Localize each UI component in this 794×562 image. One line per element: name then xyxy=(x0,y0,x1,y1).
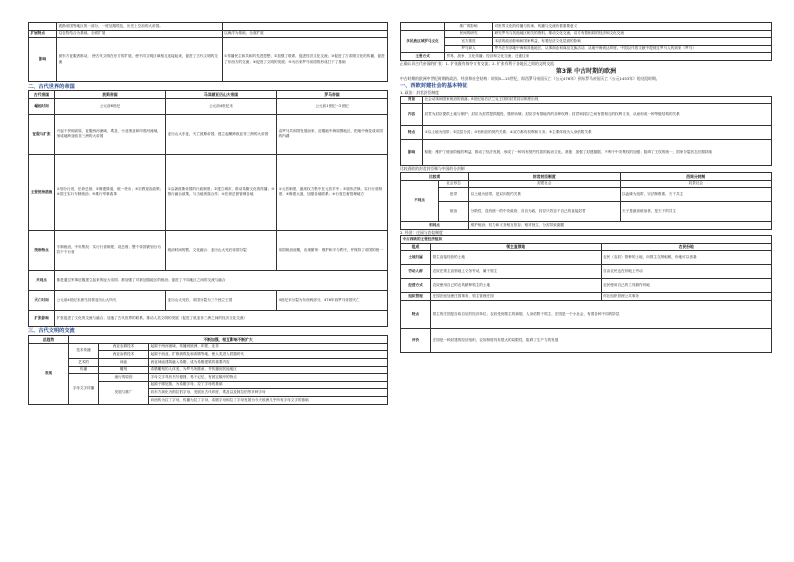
table-cell: 农奴在领主直领地上义务劳动，属于领主 xyxy=(431,265,602,279)
column-header: 古代帝国 xyxy=(29,91,55,99)
table-cell: 贸易、战争、文化传播；经济和文化交流；迁徙往来 xyxy=(445,53,772,61)
table-row xyxy=(401,104,772,126)
section-title: 二、古代世界的帝国 xyxy=(28,83,75,90)
table-cell: ①沿袭波斯帝国的行政制度；②建立城市，推动希腊文化的传播；③推行融合政策，与当地贵族合作；④任命总督管理各地 xyxy=(166,154,277,230)
right-column xyxy=(400,0,772,353)
row-label: 共同点 xyxy=(29,270,55,290)
table-row xyxy=(29,290,388,310)
table-cell: 公元前1世纪～2世纪 xyxy=(277,98,388,114)
table-row xyxy=(29,230,388,270)
table-cell: 起源于腓尼基，为希腊字母、拉丁字母的基础 xyxy=(149,381,388,389)
table-cell: 扩张促进了文化的交流与融合；加速了古代世界的联系，推动人类文明的发展（促进了欧亚非三洲之间的经济文化交流） xyxy=(55,310,388,326)
table-header-row xyxy=(29,336,388,344)
table-row xyxy=(29,98,388,114)
table-cell: 罗马商人 xyxy=(445,45,493,53)
exchange-cont-table xyxy=(400,22,772,61)
table-cell: 向东方演化为阿拉伯字母，发展出古代印度、埃及以及阿拉伯等多种字母 xyxy=(149,389,388,397)
table-cell: 以血缘为纽带，宗法制维系，天下共主 xyxy=(620,188,772,202)
table-cell: 对世界文化的传播与传承，传播与交流有着重要意义 xyxy=(493,23,772,31)
table-cell: 西亚冶铁技术 xyxy=(99,351,149,359)
row-label: 劳动人群 xyxy=(401,265,431,279)
table-cell: 农奴使用自己的农具耕种领主的土地 xyxy=(431,279,602,293)
table-cell: 罗马在东部地中海和其他地区，从事商业和商品交换活动，从地中海到达印度。中国汉代的文献中提到过罗马人的到来（罗马） xyxy=(493,45,772,53)
table-cell: ①元首制度，最高权力集中在元首手中；②颁布法律，实行行省制度；③修建大道，加强各地联系；④行省总督管理地方 xyxy=(277,154,388,230)
table-cell: 起源于西亚，扩散到埃及和希腊等地，使人类进入铁器时代 xyxy=(149,351,388,359)
table-row xyxy=(401,38,772,46)
table-cell: 波斯帝国等地区的一部分，一度征服埃及，历史上空前的大帝国。 xyxy=(57,23,223,31)
empire-table xyxy=(28,90,388,327)
expansion-table xyxy=(28,22,388,82)
table-cell: 字母文字传播 xyxy=(69,374,99,404)
row-label: 组织管理 xyxy=(401,293,431,301)
row-label: 主要统治措施 xyxy=(29,154,55,230)
table-cell: 奴隶社会 xyxy=(620,180,772,188)
table-cell: 以土地为纽带，是双向契约关系 xyxy=(469,188,620,202)
table-row xyxy=(401,329,772,353)
table-cell: 农民使用自己的工具耕作份地 xyxy=(601,279,772,293)
table-cell: 向西传为拉丁字母，传播为拉丁字母，希腊字母和拉丁字母发展为今天欧洲几乎所有字母文字的基础 xyxy=(149,396,388,404)
table-cell: 社会形态 xyxy=(439,180,469,188)
table-row xyxy=(401,53,772,61)
row-label: 主要方式 xyxy=(401,53,445,61)
table-cell: 艺术的 xyxy=(69,358,99,366)
row-label: 扩张影响 xyxy=(29,310,55,326)
table-cell: 被东方征服者推动， 使古代文明在东方的扩展，使不同文明区域相互连接起来，促进了古代文明的交流 xyxy=(57,38,223,82)
table-cell: 庄园是一种封建的经济组织，农奴制度具有很大的局限性，阻碍了生产力的发展 xyxy=(431,329,772,353)
row-label: 征服与扩张 xyxy=(29,114,55,154)
table-header-row xyxy=(401,172,772,180)
table-cell: 字母文字具有书写便捷、易于记忆、有固定顺序的特点 xyxy=(149,374,388,382)
table-cell: 社会动荡和国家统治的衰落；8世纪前后法兰克王国的封君封臣制度出现 xyxy=(423,96,772,104)
table-cell: 研究罗马与其他地区相关的资料，推动文化交流，双方有着相同的经济和文化交流 xyxy=(493,30,772,38)
table-cell: 积极：维护了统治阶级的利益，推动了经济发展；形成了一种具有契约性质的政治文化。消极：加强了封建割据，不利于中央集权的加强；阻碍了王权的统一，国家分裂状态长期持续 xyxy=(423,140,772,166)
column-header: 农民份地 xyxy=(601,243,772,251)
table-cell: 西亚农耕技术 xyxy=(99,343,149,351)
column-header: 不断加强，相互影响不断扩大 xyxy=(69,336,388,344)
table-cell: 封君为封臣提供土地与保护；封臣为封君提供服役、缴纳贡赋；封臣享有领地内的各种权利；封君和封臣之间有着相互的权利义务，从而形成一种等级结构的关系 xyxy=(423,104,772,126)
table-row xyxy=(401,188,772,202)
table-row xyxy=(29,310,388,326)
table-cell: 统治时间短暂，文化融合：亚历山大死后帝国分裂 xyxy=(166,230,277,270)
table-cell: 兴起于伊朗高原，征服两河流域、埃及、小亚细亚和印度河流域，形成地跨亚欧非三洲的大帝国 xyxy=(55,114,166,154)
table-cell: 神庙 xyxy=(99,358,149,366)
column-header: 罗马帝国 xyxy=(277,91,388,99)
row-label: 影响 xyxy=(401,140,423,166)
subsection-title: 1. 政治：封君封臣制度 xyxy=(400,90,440,96)
row-label: 土地归属 xyxy=(401,251,431,265)
table-row xyxy=(401,222,772,230)
feudal-table xyxy=(400,96,772,167)
column-header: 波斯帝国 xyxy=(55,91,166,99)
table-cell: 流行的原因 xyxy=(99,374,149,382)
table-row xyxy=(401,23,772,31)
table-cell: 官方推进 xyxy=(445,38,493,46)
table-row xyxy=(401,140,772,166)
table-cell: 维护统治；权力和义务相互依存；相对独立，分封导致割据 xyxy=(469,222,772,230)
table-row xyxy=(401,265,772,279)
row-label: 背景 xyxy=(401,96,423,104)
table-cell: 村社组织管理公共事务 xyxy=(601,293,772,301)
table-row xyxy=(29,366,388,374)
table-cell: 西亚神庙建筑融入希腊，成为希腊建筑的重要内容 xyxy=(149,358,388,366)
table-row xyxy=(401,126,772,140)
table-row xyxy=(29,23,388,31)
table-row xyxy=(29,114,388,154)
column-header: 西周分封制 xyxy=(620,172,772,180)
row-label: 崛起时间 xyxy=(29,98,55,114)
row-label: 特点 xyxy=(401,126,423,140)
column-header: 总趋势 xyxy=(29,336,69,344)
column-header: 马其顿亚历山大帝国 xyxy=(166,91,277,99)
compare-title: 比较西欧的封君封臣制与中国的分封制 xyxy=(400,166,465,172)
table-cell: 由罗马共和国发展而来，征服地中海周围地区，把地中海变成帝国的内湖 xyxy=(277,114,388,154)
row-label: 相同点 xyxy=(401,222,469,230)
table-cell: 4世纪末分裂为东西两部分，476年西罗马帝国灭亡 xyxy=(277,290,388,310)
row-label: 经营方式 xyxy=(401,279,431,293)
table-cell: 雕刻 xyxy=(99,366,149,374)
table-row xyxy=(29,154,388,230)
table-cell: 封建社会 xyxy=(469,180,620,188)
lesson-intro: 中古时期的欧洲中世纪时期的政治、经济和社会结构：时间5—15世纪，即西罗马帝国灭亡（公元476年）到东罗马帝国灭亡（公元1453年）的这段时期。 xyxy=(400,76,660,82)
row-label: 表现 xyxy=(29,343,69,404)
table-row xyxy=(401,30,772,38)
table-cell: 庄园法庭处理庄园事务，领主管理庄园 xyxy=(431,293,602,301)
table-cell: 传播 xyxy=(69,366,99,374)
exchange-table xyxy=(28,335,388,404)
table-cell: ①传播民主和共和的先进思想；②加强了联系，促进经济文化交流；③促进了古希腊文化的传播，促进了东西方的交流；④促进了文明的发展；⑤为后来罗马帝国的形成打下了基础 xyxy=(222,38,388,82)
table-cell: 分散性，没有统一的中央政府，各自为政，封臣只效忠于自己的直接封君 xyxy=(469,202,620,222)
table-row xyxy=(401,236,772,244)
manor-table xyxy=(400,235,772,353)
table-cell: 希腊雕刻的人体美，为罗马所继承，并传播到其他地区 xyxy=(149,366,388,374)
table-cell: 以海洋为基础，全面扩展 xyxy=(222,30,388,38)
row-label: 特点 xyxy=(401,301,431,329)
table-cell: 民间的研究 xyxy=(445,30,493,38)
table-cell: 纽带 xyxy=(439,188,469,202)
section-title: 三、古代文明的交流 xyxy=(28,328,75,335)
table-row xyxy=(29,38,388,82)
table-row xyxy=(29,343,388,351)
table-row xyxy=(29,358,388,366)
table-row xyxy=(401,279,772,293)
table-row xyxy=(401,96,772,104)
table-caption: 中古西欧的主要经济组织 xyxy=(401,236,772,244)
table-header-row xyxy=(29,91,388,99)
table-row xyxy=(401,293,772,301)
table-cell: 公元前6世纪 xyxy=(55,98,166,114)
table-cell: 本质的政治影响和国家利益，有着经济文化层面的影响 xyxy=(493,38,772,46)
table-cell: 统治 xyxy=(439,202,469,222)
table-cell: 亚历山大死后，帝国分裂为三个独立王国 xyxy=(166,290,277,310)
table-cell: 天子是最高统治者，是天下的共主 xyxy=(620,202,772,222)
left-column xyxy=(28,0,388,405)
table-row xyxy=(401,202,772,222)
column-header: 比较项 xyxy=(401,172,469,180)
table-header-row xyxy=(401,243,772,251)
table-row xyxy=(29,270,388,290)
table-row xyxy=(401,45,772,53)
table-cell: 领主直接经营的土地 xyxy=(431,251,602,265)
row-label: 不同点 xyxy=(401,180,439,222)
row-label: 多民族区域罗马文化 xyxy=(401,30,445,53)
table-cell: 专制统治，中央集权：实行行省制度，设总督；整个帝国被划分为若干个行省 xyxy=(55,230,166,270)
table-cell: 亚历山大东征，灭亡波斯帝国，建立起横跨欧亚非三洲的大帝国 xyxy=(166,114,277,154)
table-cell: 公元前4世纪末 xyxy=(166,98,277,114)
column-header: 封君封臣制度 xyxy=(469,172,620,180)
table-cell: 发展与推广 xyxy=(99,381,149,404)
compare-table xyxy=(400,172,772,230)
column-header: 领主直领地 xyxy=(431,243,602,251)
summary-text: 正确认识古代帝国的扩张：1. 扩张既有掠夺又有交流；2. 扩张有利于各地区之间的文明交流 xyxy=(400,60,554,66)
table-cell: 推广的影响 xyxy=(445,23,493,31)
table-row xyxy=(401,251,772,265)
row-label: 灭亡时间 xyxy=(29,290,55,310)
section-title: 一、西欧封建社会的基本特征 xyxy=(400,83,468,90)
table-cell: 帝国统治前期，出现繁荣：维护和平与秩序，并保持了帝国的统一 xyxy=(277,230,388,270)
table-row xyxy=(401,180,772,188)
table-cell: 以农牧结合为基础，全面扩展 xyxy=(57,30,223,38)
table-cell: 公元前4世纪末被马其顿亚历山大所灭 xyxy=(55,290,166,310)
table-row xyxy=(401,301,772,329)
table-row xyxy=(29,30,388,38)
table-cell: 起源于两河流域，传播到欧洲、印度、北非 xyxy=(149,343,388,351)
row-label: 内容 xyxy=(401,104,423,126)
table-cell: 农民（农奴）领种的土地，向领主交纳租税，份地可以世袭 xyxy=(601,251,772,265)
table-cell: 领主的庄园是自给自足的经济单位；农奴受到领主的剥削，人身依附于领主；庄园是一个小社会，有着各种不同的阶层 xyxy=(431,301,772,329)
table-cell: ①划分行省，任命总督；②修建驿道，统一货币；③宗教宽容政策；④国王实行专制统治；⑤推行军事改革 xyxy=(55,154,166,230)
row-label: 影响 xyxy=(29,38,57,82)
table-row xyxy=(29,374,388,382)
column-header: 组成 xyxy=(401,243,431,251)
table-cell: 都是通过军事征服建立起来的庞大帝国；都加强了对被征服地区的统治；促进了不同地区之间的交流与融合 xyxy=(55,270,388,290)
table-cell: ①以土地为纽带；②层层分封；③有相应的契约关系；④双方都有权利和义务；⑤主要体现为人身依附关系 xyxy=(423,126,772,140)
row-label: 评价 xyxy=(401,329,431,353)
row-label: 扩展特点 xyxy=(29,30,57,38)
table-cell: 技术传播 xyxy=(69,343,99,358)
table-cell: 自由农民也在份地上劳动 xyxy=(601,265,772,279)
row-label: 统治特点 xyxy=(29,230,55,270)
subsection-title: 2. 经济：庄园与农奴制度 xyxy=(400,229,443,235)
lesson-title: 第3课 中古时期的欧洲 xyxy=(555,67,617,75)
